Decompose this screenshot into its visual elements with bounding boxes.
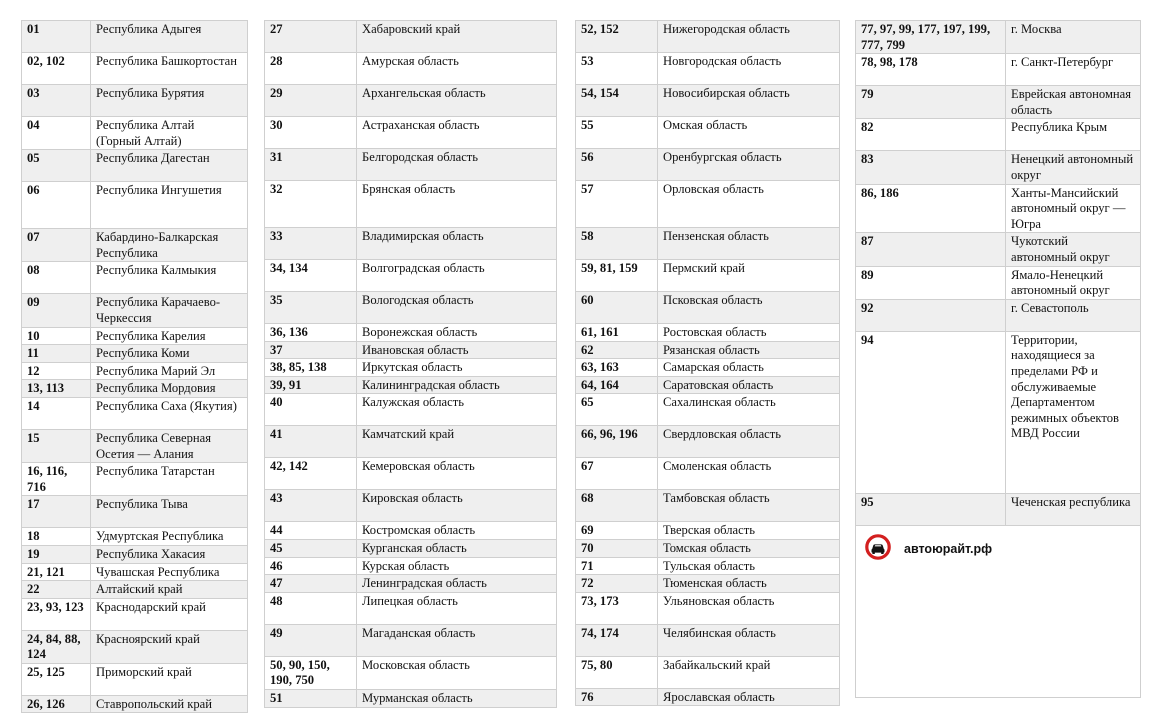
region-code: 87 [856,233,1006,266]
region-code: 05 [22,150,91,182]
table-row [22,262,248,294]
region-code: 28 [265,53,357,85]
region-code: 14 [22,397,91,429]
region-code: 36, 136 [265,324,357,342]
region-name: Республика Бурятия [91,85,248,117]
region-code: 33 [265,228,357,260]
region-code: 79 [856,86,1006,119]
region-code: 23, 93, 123 [22,598,91,630]
table-row [22,327,248,345]
table-row [22,528,248,546]
table-row [576,359,840,377]
table-row [265,85,557,117]
table-body-1 [22,21,248,713]
region-code: 71 [576,557,658,575]
table-row [22,695,248,713]
region-code: 86, 186 [856,184,1006,233]
table-row [576,490,840,522]
region-code: 22 [22,581,91,599]
table-row [856,86,1141,119]
region-code: 68 [576,490,658,522]
region-name: Кировская область [357,490,557,522]
region-name: Республика Саха (Якутия) [91,397,248,429]
region-code: 94 [856,331,1006,493]
table-row [856,54,1141,86]
region-name: Кемеровская область [357,458,557,490]
region-code: 38, 85, 138 [265,359,357,377]
table-row [265,557,557,575]
region-code: 69 [576,522,658,540]
table-row [22,397,248,429]
region-code: 78, 98, 178 [856,54,1006,86]
region-code: 18 [22,528,91,546]
region-name: Курганская область [357,539,557,557]
region-name: Территории, находящиеся за пределами РФ и обслуживаемые Департаментом режимных объектов МВД России [1006,331,1141,493]
table-row [856,151,1141,184]
table-row [22,429,248,462]
region-name: Краснодарский край [91,598,248,630]
table-row [576,539,840,557]
car-wheel-right [881,552,883,554]
region-code: 25, 125 [22,663,91,695]
region-code: 17 [22,496,91,528]
region-code: 47 [265,575,357,593]
table-row [265,359,557,377]
region-name: Кабардино-Балкарская Республика [91,229,248,262]
table-row [22,630,248,663]
region-name: Республика Башкортостан [91,53,248,85]
region-name: Республика Калмыкия [91,262,248,294]
table-row [265,575,557,593]
region-code: 58 [576,228,658,260]
car-wheel-left [872,552,874,554]
table-row [22,581,248,599]
region-name: Забайкальский край [658,656,840,688]
table-row [265,522,557,540]
region-code: 48 [265,592,357,624]
table-row [22,545,248,563]
table-row [576,592,840,624]
table-row [856,299,1141,331]
region-code: 45 [265,539,357,557]
region-code: 66, 96, 196 [576,426,658,458]
table-row [576,181,840,228]
region-name: Чукотский автономный округ [1006,233,1141,266]
region-name: Владимирская область [357,228,557,260]
table-row [576,656,840,688]
region-code: 57 [576,181,658,228]
region-name: Республика Хакасия [91,545,248,563]
region-name: Вологодская область [357,292,557,324]
table-row [22,345,248,363]
region-name: Новосибирская область [658,85,840,117]
table-row [856,331,1141,493]
region-code: 75, 80 [576,656,658,688]
table-row [22,663,248,695]
region-name: Рязанская область [658,341,840,359]
region-name: Калининградская область [357,376,557,394]
region-code: 15 [22,429,91,462]
region-code: 73, 173 [576,592,658,624]
region-name: Орловская область [658,181,840,228]
table-row [265,376,557,394]
table-row [22,362,248,380]
region-code: 82 [856,119,1006,151]
region-code: 46 [265,557,357,575]
region-code: 24, 84, 88, 124 [22,630,91,663]
region-name: Нижегородская область [658,21,840,53]
region-code: 21, 121 [22,563,91,581]
region-name: Тюменская область [658,575,840,593]
table-row [576,688,840,706]
table-row [265,490,557,522]
region-code: 76 [576,688,658,706]
region-code: 54, 154 [576,85,658,117]
table-row [856,119,1141,151]
table-row [22,598,248,630]
region-name: Республика Северная Осетия — Алания [91,429,248,462]
region-code: 64, 164 [576,376,658,394]
region-name: Республика Крым [1006,119,1141,151]
table-row [265,260,557,292]
table-row [576,394,840,426]
table-row [576,624,840,656]
car-body-bottom [872,549,885,553]
region-name: Омская область [658,117,840,149]
table-row [22,229,248,262]
region-name: Ульяновская область [658,592,840,624]
region-name: Ленинградская область [357,575,557,593]
region-name: Архангельская область [357,85,557,117]
table-row [265,53,557,85]
table-row [22,53,248,85]
region-code: 35 [265,292,357,324]
region-codes-table-4 [855,20,1141,698]
region-name: Астраханская область [357,117,557,149]
region-name: Ставропольский край [91,695,248,713]
region-name: Республика Алтай (Горный Алтай) [91,117,248,150]
region-name: Приморский край [91,663,248,695]
table-row [576,292,840,324]
region-code: 49 [265,624,357,656]
region-code: 51 [265,689,357,707]
table-row [576,426,840,458]
table-row [22,380,248,398]
region-name: Пермский край [658,260,840,292]
region-code: 19 [22,545,91,563]
table-row [576,376,840,394]
table-row [576,85,840,117]
region-name: Воронежская область [357,324,557,342]
region-name: Республика Карелия [91,327,248,345]
region-code: 43 [265,490,357,522]
region-name: Оренбургская область [658,149,840,181]
table-row [22,463,248,496]
region-name: Липецкая область [357,592,557,624]
table-row [265,117,557,149]
region-code: 52, 152 [576,21,658,53]
region-code: 67 [576,458,658,490]
table-row [265,689,557,707]
region-code: 83 [856,151,1006,184]
region-code: 10 [22,327,91,345]
region-code: 26, 126 [22,695,91,713]
region-code: 74, 174 [576,624,658,656]
region-code: 41 [265,426,357,458]
table-row [576,260,840,292]
region-code: 34, 134 [265,260,357,292]
region-name: Ивановская область [357,341,557,359]
region-name: Республика Адыгея [91,21,248,53]
region-name: Калужская область [357,394,557,426]
region-code: 39, 91 [265,376,357,394]
table-row [265,592,557,624]
table-row [576,21,840,53]
brand-row [856,525,1141,697]
region-code: 40 [265,394,357,426]
table-row [22,117,248,150]
region-name: Красноярский край [91,630,248,663]
region-code: 37 [265,341,357,359]
region-name: Республика Дагестан [91,150,248,182]
region-name: Республика Карачаево-Черкессия [91,294,248,327]
region-name: Республика Мордовия [91,380,248,398]
table-row [265,228,557,260]
region-name: г. Санкт-Петербург [1006,54,1141,86]
region-code: 01 [22,21,91,53]
region-code: 56 [576,149,658,181]
region-code: 61, 161 [576,324,658,342]
table-row [265,324,557,342]
region-name: Республика Ингушетия [91,182,248,229]
region-code: 42, 142 [265,458,357,490]
no-cars-sign-icon [865,534,891,560]
table-row [576,557,840,575]
region-name: Курская область [357,557,557,575]
table-row [265,149,557,181]
region-code: 08 [22,262,91,294]
table-row [265,292,557,324]
region-name: Удмуртская Республика [91,528,248,546]
region-code: 63, 163 [576,359,658,377]
table-row [265,656,557,689]
region-code: 89 [856,266,1006,299]
brand-label[interactable]: автоюрайт.рф [904,541,993,556]
table-body-4 [856,21,1141,526]
region-name: Республика Тыва [91,496,248,528]
region-name: Тамбовская область [658,490,840,522]
region-codes-table-1 [21,20,248,713]
region-name: Камчатский край [357,426,557,458]
region-code: 70 [576,539,658,557]
table-row [856,233,1141,266]
region-name: Республика Коми [91,345,248,363]
table-row [856,493,1141,525]
region-code: 30 [265,117,357,149]
region-code: 44 [265,522,357,540]
region-code: 27 [265,21,357,53]
region-name: Алтайский край [91,581,248,599]
region-name: Мурманская область [357,689,557,707]
region-code: 12 [22,362,91,380]
region-codes-table-2 [264,20,557,708]
car-body-top [872,544,884,549]
region-code: 03 [22,85,91,117]
region-name: Республика Татарстан [91,463,248,496]
region-code: 62 [576,341,658,359]
region-code: 02, 102 [22,53,91,85]
region-name: Волгоградская область [357,260,557,292]
table-row [576,575,840,593]
region-name: г. Москва [1006,21,1141,54]
table-row [265,21,557,53]
table-row [576,522,840,540]
region-name: г. Севастополь [1006,299,1141,331]
table-row [22,150,248,182]
region-code: 95 [856,493,1006,525]
region-code: 29 [265,85,357,117]
region-code: 60 [576,292,658,324]
region-code: 13, 113 [22,380,91,398]
region-name: Сахалинская область [658,394,840,426]
region-name: Тульская область [658,557,840,575]
region-name: Костромская область [357,522,557,540]
table-row [856,266,1141,299]
region-code: 59, 81, 159 [576,260,658,292]
region-name: Амурская область [357,53,557,85]
region-name: Смоленская область [658,458,840,490]
region-code: 55 [576,117,658,149]
table-body-2 [265,21,557,708]
table-row [265,341,557,359]
table-row [576,324,840,342]
table-row [856,21,1141,54]
region-name: Хабаровский край [357,21,557,53]
table-row [576,53,840,85]
table-row [265,426,557,458]
region-name: Еврейская автономная область [1006,86,1141,119]
table-row [22,85,248,117]
region-name: Ростовская область [658,324,840,342]
table-row [22,496,248,528]
region-name: Белгородская область [357,149,557,181]
region-code: 32 [265,181,357,228]
table-row [265,624,557,656]
region-name: Иркутская область [357,359,557,377]
table-row [576,458,840,490]
region-name: Ямало-Ненецкий автономный округ [1006,266,1141,299]
table-row [22,21,248,53]
region-name: Республика Марий Эл [91,362,248,380]
table-row [576,117,840,149]
table-row [576,228,840,260]
region-code: 06 [22,182,91,229]
region-codes-table-3 [575,20,840,706]
region-name: Магаданская область [357,624,557,656]
table-row [576,341,840,359]
region-code: 65 [576,394,658,426]
table-row [265,181,557,228]
region-code: 11 [22,345,91,363]
region-code: 04 [22,117,91,150]
region-code: 50, 90, 150, 190, 750 [265,656,357,689]
region-code: 07 [22,229,91,262]
table-row [265,458,557,490]
table-row [22,294,248,327]
region-name: Чувашская Республика [91,563,248,581]
region-code: 53 [576,53,658,85]
region-code: 92 [856,299,1006,331]
region-name: Пензенская область [658,228,840,260]
table-row [265,394,557,426]
region-code: 09 [22,294,91,327]
region-name: Чеченская республика [1006,493,1141,525]
region-code: 77, 97, 99, 177, 197, 199, 777, 799 [856,21,1006,54]
region-code: 72 [576,575,658,593]
region-name: Самарская область [658,359,840,377]
region-name: Новгородская область [658,53,840,85]
region-name: Ярославская область [658,688,840,706]
brand-cell [856,525,1141,697]
table-row [265,539,557,557]
region-name: Свердловская область [658,426,840,458]
region-name: Московская область [357,656,557,689]
region-code: 31 [265,149,357,181]
table-row [856,184,1141,233]
table-row [22,563,248,581]
table-body-3 [576,21,840,706]
region-name: Тверская область [658,522,840,540]
region-name: Брянская область [357,181,557,228]
region-name: Ненецкий автономный округ [1006,151,1141,184]
region-name: Ханты-Мансийский автономный округ — Югра [1006,184,1141,233]
table-row [22,182,248,229]
region-code: 16, 116, 716 [22,463,91,496]
region-name: Саратовская область [658,376,840,394]
car-window [875,545,882,546]
region-name: Псковская область [658,292,840,324]
region-name: Томская область [658,539,840,557]
table-row [576,149,840,181]
region-name: Челябинская область [658,624,840,656]
